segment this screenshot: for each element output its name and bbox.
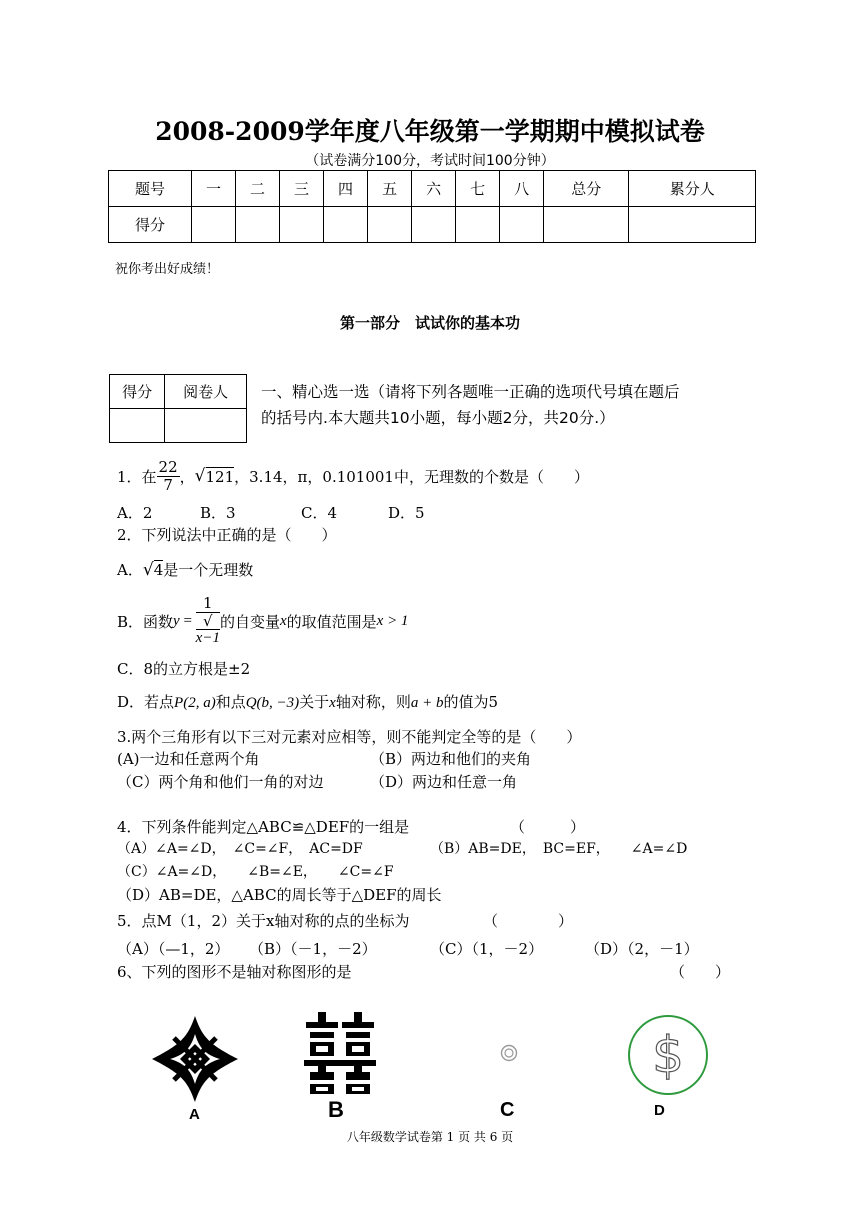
- q2-d-prefix: D．若点: [117, 693, 175, 711]
- q2-a-rest: 是一个无理数: [163, 561, 254, 579]
- q2-d-mid: 和点: [215, 693, 246, 711]
- score-cell[interactable]: [280, 207, 324, 243]
- q3-option-b: （B）两边和他们的夹角: [370, 750, 532, 768]
- q2-b-mid: 的自变量: [219, 612, 280, 631]
- q2-d-end: 的值为5: [443, 693, 499, 711]
- q2-d-mid3: 轴对称，则: [335, 693, 411, 711]
- q2-d-point-p: P(2, a): [174, 695, 216, 711]
- q5-option-d: （D）（2，－1）: [585, 940, 699, 958]
- score-header-cell: 四: [324, 171, 368, 207]
- question-6-stem: 6、下列的图形不是轴对称图形的是: [117, 963, 352, 981]
- q2-b-condition: x > 1: [376, 612, 409, 629]
- q2-d-point-q: Q(b, −3): [245, 695, 300, 711]
- q4-option-c: （C）∠A=∠D， ∠B=∠E， ∠C=∠F: [117, 864, 394, 880]
- score-header-cell: 三: [280, 171, 324, 207]
- exam-subtitle: （试卷满分100分，考试时间100分钟）: [305, 153, 555, 169]
- q3-option-c: （C）两个角和他们一角的对边: [117, 773, 324, 791]
- q2-a-prefix: A．: [117, 561, 143, 579]
- q2-b-x: x: [279, 612, 287, 629]
- q6-label-b: B: [328, 1097, 344, 1122]
- q2-b-prefix: B．函数: [117, 612, 174, 631]
- q1-frac-numerator: 22: [158, 458, 178, 476]
- grader-name-header: 阅卷人: [165, 375, 247, 409]
- q6-figure-a-star-icon: [150, 1014, 240, 1104]
- question-3-stem: 3.两个三角形有以下三对元素对应相等，则不能判定全等的是（ ）: [117, 728, 582, 746]
- score-header-cell: 八: [500, 171, 544, 207]
- q6-label-a: A: [189, 1106, 200, 1123]
- question-2-stem: 2．下列说法中正确的是（ ）: [117, 526, 337, 544]
- score-cell[interactable]: [500, 207, 544, 243]
- score-header-cell: 二: [236, 171, 280, 207]
- score-header-cell: 六: [412, 171, 456, 207]
- q2-b-eq: =: [179, 612, 196, 629]
- section1-instruction-line2: 的括号内.本大题共10小题，每小题2分，共20分.）: [261, 409, 615, 427]
- q1-rest: ，3.14，π，0.101001中，无理数的个数是（ ）: [234, 467, 589, 486]
- q6-figure-d-dollar-symbol: $: [652, 1026, 684, 1084]
- score-header-cell: 累分人: [629, 171, 756, 207]
- score-cell[interactable]: [456, 207, 500, 243]
- q2-b-mid2: 的取值范围是: [286, 612, 377, 631]
- q2-d-sum: a + b: [410, 695, 444, 711]
- score-cell[interactable]: [544, 207, 629, 243]
- q1-option-b: B．3: [200, 504, 236, 522]
- question-5-stem: 5．点M（1，2）关于x轴对称的点的坐标为: [117, 912, 410, 930]
- q2-d-mid2: 关于: [299, 693, 330, 711]
- score-cell[interactable]: [368, 207, 412, 243]
- q2-b-numerator: 1: [196, 595, 220, 613]
- score-header-cell: 五: [368, 171, 412, 207]
- q6-label-d: D: [654, 1102, 665, 1119]
- q6-figure-c-double-circle-icon: [500, 1044, 518, 1062]
- score-cell[interactable]: [192, 207, 236, 243]
- q2-option-b: [117, 594, 409, 647]
- score-header-cell: 七: [456, 171, 500, 207]
- q2-d-x: x: [329, 695, 336, 711]
- q3-option-a: (A)一边和任意两个角: [117, 750, 260, 768]
- good-luck-text: 祝你考出好成绩！: [115, 262, 220, 277]
- q2-a-sqrt-icon: √: [142, 560, 154, 580]
- q2-b-denominator: [196, 613, 220, 647]
- q2-option-c: C．8的立方根是±2: [117, 660, 251, 678]
- score-cell[interactable]: [629, 207, 756, 243]
- q4-answer-paren: （ ）: [510, 818, 586, 836]
- page-title: 2008-2009学年度八年级第一学期期中模拟试卷: [155, 117, 705, 146]
- score-cell[interactable]: [412, 207, 456, 243]
- q2-b-sqrt-icon: √: [203, 611, 213, 630]
- q2-a-sqrt-value: 4: [153, 561, 164, 579]
- q1-sep: ，: [179, 467, 195, 486]
- score-cell[interactable]: [324, 207, 368, 243]
- part1-heading: 第一部分 试试你的基本功: [339, 314, 520, 332]
- question-1-stem: [117, 456, 589, 496]
- q5-option-c: （C）（1，－2）: [430, 940, 544, 958]
- section1-instruction-line1: 一、精心选一选（请将下列各题唯一正确的选项代号填在题后: [261, 383, 680, 401]
- q4-option-b: （B）AB=DE， BC=EF， ∠A=∠D: [430, 841, 688, 857]
- q1-prefix: 1．在: [117, 467, 157, 486]
- score-header-cell: 总分: [544, 171, 629, 207]
- score-cell[interactable]: [236, 207, 280, 243]
- q1-frac-denominator: 7: [163, 475, 173, 494]
- q1-option-d: D．5: [388, 504, 425, 522]
- q4-option-d: （D）AB=DE，△ABC的周长等于△DEF的周长: [117, 886, 442, 904]
- q5-option-a: （A）（—1，2）: [117, 940, 230, 958]
- score-row-label: 得分: [109, 207, 192, 243]
- q6-label-c: C: [500, 1099, 515, 1121]
- q1-option-c: C．4: [301, 504, 338, 522]
- q1-sqrt-value: 121: [205, 467, 235, 486]
- grader-name-cell[interactable]: [165, 409, 247, 443]
- q6-answer-paren: （ ）: [670, 963, 731, 981]
- q3-option-d: （D）两边和任意一角: [370, 773, 518, 791]
- q2-option-d: [117, 691, 498, 712]
- q2-b-denominator-value: x−1: [195, 630, 220, 647]
- q1-fraction: [157, 459, 180, 493]
- q1-option-a: A．2: [117, 504, 153, 522]
- q2-option-a: [117, 559, 253, 580]
- grader-table-input-row: [110, 409, 247, 443]
- score-header-cell: 题号: [109, 171, 192, 207]
- grader-score-header: 得分: [110, 375, 165, 409]
- grader-table-header-row: [110, 375, 247, 409]
- score-table-header-row: [109, 171, 756, 207]
- question-4-stem: 4．下列条件能判定△ABC≌△DEF的一组是: [117, 818, 410, 836]
- grader-score-cell[interactable]: [110, 409, 165, 443]
- q2-b-y: y: [173, 612, 180, 629]
- q6-figure-b-double-happiness-icon: [304, 1012, 376, 1094]
- grader-table: [109, 374, 247, 443]
- q2-b-fraction: [196, 595, 220, 647]
- score-header-cell: 一: [192, 171, 236, 207]
- q1-sqrt-icon: √: [194, 466, 206, 486]
- q5-answer-paren: （ ）: [483, 912, 574, 930]
- q4-option-a: （A）∠A=∠D， ∠C=∠F， AC=DF: [117, 841, 363, 857]
- q5-option-b: （B）（－1，－2）: [249, 940, 377, 958]
- score-table-score-row: [109, 207, 756, 243]
- page-footer: 八年级数学试卷第 1 页 共 6 页: [346, 1130, 514, 1144]
- score-table: [108, 170, 756, 243]
